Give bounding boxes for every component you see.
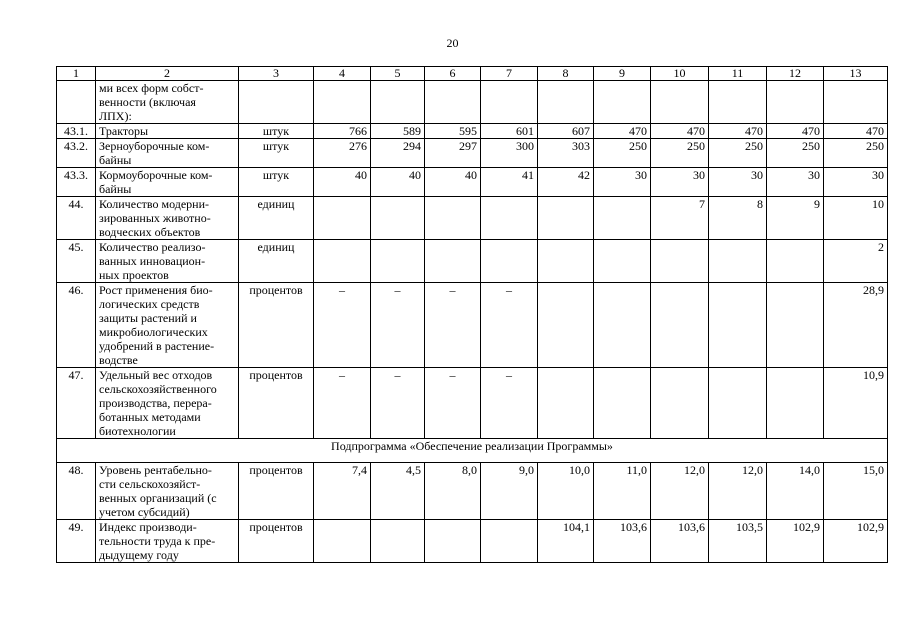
value-cell: 589: [371, 124, 425, 139]
value-cell: 14,0: [767, 463, 824, 520]
value-cell: 276: [314, 139, 371, 168]
value-cell: 595: [425, 124, 481, 139]
value-cell: [594, 197, 651, 240]
value-cell: [314, 240, 371, 283]
value-cell: –: [425, 368, 481, 439]
value-cell: [481, 197, 538, 240]
value-cell: 30: [709, 168, 767, 197]
value-cell: [824, 81, 888, 124]
value-cell: [709, 368, 767, 439]
indicator-name: Количество модерни- зированных животно- водческих объектов: [96, 197, 239, 240]
column-number: 6: [425, 67, 481, 81]
table-row: [57, 139, 888, 168]
row-number: 46.: [57, 283, 96, 368]
value-cell: [651, 81, 709, 124]
value-cell: –: [425, 283, 481, 368]
value-cell: –: [371, 368, 425, 439]
unit-cell: единиц: [239, 197, 314, 240]
unit-cell: единиц: [239, 240, 314, 283]
value-cell: 294: [371, 139, 425, 168]
value-cell: 30: [594, 168, 651, 197]
table-row: [57, 368, 888, 439]
value-cell: 28,9: [824, 283, 888, 368]
column-number: 2: [96, 67, 239, 81]
indicator-name: Тракторы: [96, 124, 239, 139]
value-cell: 470: [709, 124, 767, 139]
value-cell: [314, 520, 371, 563]
column-number: 4: [314, 67, 371, 81]
table-row: [57, 520, 888, 563]
value-cell: 30: [767, 168, 824, 197]
value-cell: [371, 520, 425, 563]
table-row: [57, 124, 888, 139]
value-cell: [538, 240, 594, 283]
value-cell: [538, 283, 594, 368]
row-number: 47.: [57, 368, 96, 439]
value-cell: –: [314, 368, 371, 439]
row-number: 49.: [57, 520, 96, 563]
value-cell: [538, 368, 594, 439]
column-number: 11: [709, 67, 767, 81]
table-row: [57, 81, 888, 124]
value-cell: 470: [651, 124, 709, 139]
value-cell: 4,5: [371, 463, 425, 520]
value-cell: 102,9: [767, 520, 824, 563]
value-cell: 250: [651, 139, 709, 168]
value-cell: 30: [824, 168, 888, 197]
value-cell: [239, 81, 314, 124]
value-cell: [481, 520, 538, 563]
value-cell: 12,0: [651, 463, 709, 520]
indicator-name: Зерноуборочные ком- байны: [96, 139, 239, 168]
value-cell: [651, 283, 709, 368]
value-cell: 12,0: [709, 463, 767, 520]
indicator-name: Удельный вес отходов сельскохозяйственного производства, перера- ботанных методами биотехнологии: [96, 368, 239, 439]
value-cell: [481, 240, 538, 283]
value-cell: 7,4: [314, 463, 371, 520]
value-cell: [709, 283, 767, 368]
value-cell: 303: [538, 139, 594, 168]
value-cell: [538, 197, 594, 240]
indicator-name: Индекс производи- тельности труда к пре- дыдущему году: [96, 520, 239, 563]
value-cell: 300: [481, 139, 538, 168]
value-cell: 7: [651, 197, 709, 240]
value-cell: 10,0: [538, 463, 594, 520]
value-cell: 40: [371, 168, 425, 197]
value-cell: [767, 283, 824, 368]
value-cell: 104,1: [538, 520, 594, 563]
row-number: 48.: [57, 463, 96, 520]
value-cell: [425, 81, 481, 124]
value-cell: [594, 81, 651, 124]
value-cell: 250: [709, 139, 767, 168]
value-cell: 9: [767, 197, 824, 240]
row-number: 43.1.: [57, 124, 96, 139]
value-cell: –: [314, 283, 371, 368]
value-cell: 30: [651, 168, 709, 197]
value-cell: [651, 240, 709, 283]
column-number: 1: [57, 67, 96, 81]
unit-cell: штук: [239, 139, 314, 168]
row-number: [57, 81, 96, 124]
value-cell: 10,9: [824, 368, 888, 439]
row-number: 44.: [57, 197, 96, 240]
value-cell: [425, 240, 481, 283]
value-cell: [767, 240, 824, 283]
value-cell: [594, 240, 651, 283]
value-cell: 766: [314, 124, 371, 139]
row-number: 43.2.: [57, 139, 96, 168]
value-cell: 607: [538, 124, 594, 139]
value-cell: 103,6: [594, 520, 651, 563]
unit-cell: процентов: [239, 283, 314, 368]
value-cell: [314, 81, 371, 124]
page-number: 20: [446, 36, 459, 50]
value-cell: [371, 240, 425, 283]
column-number: 5: [371, 67, 425, 81]
value-cell: 250: [767, 139, 824, 168]
column-number-row: [57, 67, 888, 81]
value-cell: 42: [538, 168, 594, 197]
column-number: 10: [651, 67, 709, 81]
table-row: [57, 283, 888, 368]
column-number: 9: [594, 67, 651, 81]
indicator-name: Количество реализо- ванных инновацион- ных проектов: [96, 240, 239, 283]
value-cell: 470: [824, 124, 888, 139]
value-cell: [425, 197, 481, 240]
indicator-name: Кормоуборочные ком- байны: [96, 168, 239, 197]
value-cell: [594, 283, 651, 368]
value-cell: 103,6: [651, 520, 709, 563]
value-cell: 8: [709, 197, 767, 240]
value-cell: [709, 240, 767, 283]
value-cell: 41: [481, 168, 538, 197]
table-row: [57, 168, 888, 197]
unit-cell: процентов: [239, 368, 314, 439]
column-number: 7: [481, 67, 538, 81]
column-number: 12: [767, 67, 824, 81]
column-number: 8: [538, 67, 594, 81]
value-cell: 11,0: [594, 463, 651, 520]
row-number: 43.3.: [57, 168, 96, 197]
unit-cell: штук: [239, 124, 314, 139]
indicator-name: Уровень рентабельно- сти сельскохозяйст- венных организаций (с учетом субсидий): [96, 463, 239, 520]
value-cell: [594, 368, 651, 439]
value-cell: 470: [767, 124, 824, 139]
value-cell: [371, 197, 425, 240]
value-cell: 2: [824, 240, 888, 283]
value-cell: –: [481, 283, 538, 368]
value-cell: [709, 81, 767, 124]
indicator-name: ми всех форм собст- венности (включая ЛПХ):: [96, 81, 239, 124]
unit-cell: процентов: [239, 520, 314, 563]
subprogram-title: Подпрограмма «Обеспечение реализации Программы»: [57, 439, 888, 463]
value-cell: [371, 81, 425, 124]
value-cell: 15,0: [824, 463, 888, 520]
value-cell: [538, 81, 594, 124]
value-cell: [651, 368, 709, 439]
value-cell: 250: [824, 139, 888, 168]
value-cell: [425, 520, 481, 563]
row-number: 45.: [57, 240, 96, 283]
value-cell: 102,9: [824, 520, 888, 563]
value-cell: 297: [425, 139, 481, 168]
value-cell: 8,0: [425, 463, 481, 520]
value-cell: [767, 81, 824, 124]
indicators-table: [56, 66, 888, 563]
table-row: [57, 463, 888, 520]
value-cell: [314, 197, 371, 240]
value-cell: 40: [314, 168, 371, 197]
table-row: [57, 240, 888, 283]
value-cell: 250: [594, 139, 651, 168]
value-cell: 470: [594, 124, 651, 139]
value-cell: [767, 368, 824, 439]
value-cell: –: [481, 368, 538, 439]
subprogram-row: [57, 439, 888, 463]
column-number: 3: [239, 67, 314, 81]
indicator-name: Рост применения био- логических средств защиты растений и микробиологических удобрений в растение- водстве: [96, 283, 239, 368]
column-number: 13: [824, 67, 888, 81]
value-cell: 601: [481, 124, 538, 139]
value-cell: 103,5: [709, 520, 767, 563]
value-cell: 40: [425, 168, 481, 197]
value-cell: 10: [824, 197, 888, 240]
unit-cell: процентов: [239, 463, 314, 520]
value-cell: [481, 81, 538, 124]
unit-cell: штук: [239, 168, 314, 197]
value-cell: 9,0: [481, 463, 538, 520]
table-row: [57, 197, 888, 240]
value-cell: –: [371, 283, 425, 368]
